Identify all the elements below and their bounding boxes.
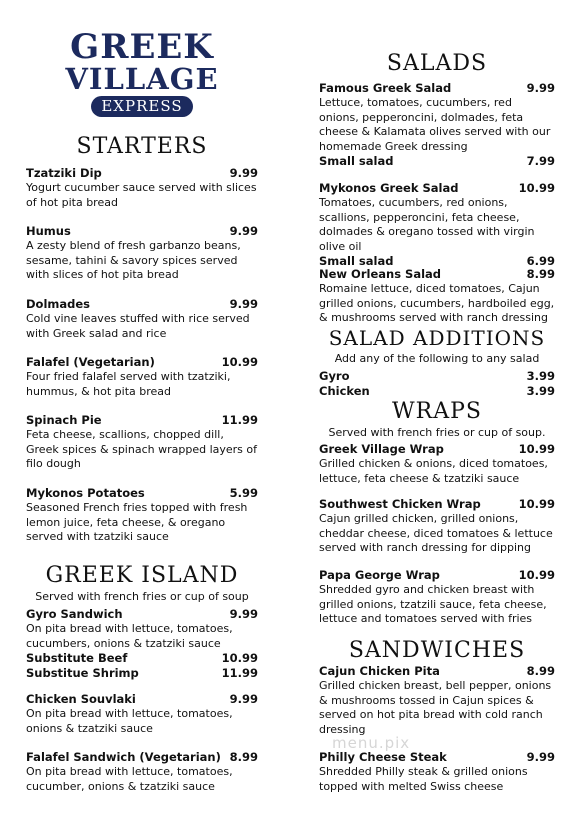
item-price: 8.99	[229, 750, 258, 764]
menu-item	[26, 297, 258, 341]
item-description: Seasoned French fries topped with fresh lemon juice, feta cheese, & oregano served with tzatziki sauce	[26, 501, 248, 543]
item-description: Yogurt cucumber sauce served with slices of hot pita bread	[26, 181, 257, 209]
menu-item	[319, 267, 555, 326]
item-name: Spinach Pie	[26, 413, 102, 427]
menu-item	[319, 442, 555, 486]
item-price: 9.99	[526, 81, 555, 95]
salad-additions-title: SALAD ADDITIONS	[328, 326, 546, 350]
item-name: Philly Cheese Steak	[319, 750, 447, 764]
wraps-section	[319, 399, 555, 440]
item-name: Gyro Sandwich	[26, 607, 123, 621]
small-salad-label: Small salad	[319, 154, 394, 168]
item-price: 8.99	[526, 267, 555, 281]
item-price: 9.99	[229, 607, 258, 621]
item-name: Mykonos Potatoes	[26, 486, 145, 500]
item-name: Chicken Souvlaki	[26, 692, 136, 706]
item-name: Papa George Wrap	[319, 568, 440, 582]
menu-item	[26, 355, 258, 399]
menu-item	[319, 750, 555, 794]
small-salad-label: Small salad	[319, 254, 394, 268]
item-name: Substitue Shrimp	[26, 666, 139, 680]
salads-section	[319, 51, 555, 77]
sandwiches-title: SANDWICHES	[348, 638, 526, 663]
item-name: Cajun Chicken Pita	[319, 664, 440, 678]
menu-item	[26, 486, 258, 545]
item-description: Shredded gyro and chicken breast with grilled onions, tzatzili sauce, feta cheese, lettuce and tomatoes served with fries	[319, 583, 547, 625]
greek-island-section	[26, 563, 258, 604]
item-name: Dolmades	[26, 297, 91, 311]
item-price: 9.99	[526, 750, 555, 764]
wraps-subtitle: Served with french fries or cup of soup.	[328, 426, 546, 439]
item-price: 10.99	[518, 442, 555, 456]
menu-item	[26, 692, 258, 736]
item-description: Lettuce, tomatoes, cucumbers, red onions, pepperoncini, dolmades, feta cheese & Kalamata olives served with our homemade Greek dressing	[319, 96, 551, 153]
greek-island-title: GREEK ISLAND	[45, 563, 239, 588]
item-price: 3.99	[526, 384, 555, 398]
item-description: Romaine lettuce, diced tomatoes, Cajun grilled onions, cucumbers, hardboiled egg, & mushrooms served with ranch dressing	[319, 282, 555, 324]
item-price: 10.99	[221, 651, 258, 665]
list-item	[319, 369, 555, 384]
item-description: Shredded Philly steak & grilled onions topped with melted Swiss cheese	[319, 765, 528, 793]
wraps-title: WRAPS	[392, 399, 482, 424]
menu-item	[26, 413, 258, 472]
item-price: 10.99	[518, 568, 555, 582]
item-price: 11.99	[221, 413, 258, 427]
logo-text-village: VILLAGE	[65, 62, 219, 96]
item-name: Gyro	[319, 369, 350, 383]
menu-item	[26, 750, 258, 794]
item-name: Chicken	[319, 384, 370, 398]
item-price: 9.99	[229, 297, 258, 311]
item-name: Famous Greek Salad	[319, 81, 452, 95]
salad-additions-list	[319, 369, 555, 399]
salad-additions-section	[319, 325, 555, 366]
item-price: 5.99	[229, 486, 258, 500]
menu-item	[319, 81, 555, 169]
item-price: 10.99	[518, 181, 555, 195]
item-description: On pita bread with lettuce, tomatoes, cucumber, onions & tzatziki sauce	[26, 765, 233, 793]
item-name: New Orleans Salad	[319, 267, 442, 281]
menu-item	[26, 607, 258, 681]
sandwiches-section	[319, 638, 555, 664]
item-name: Falafel Sandwich (Vegetarian)	[26, 750, 221, 764]
item-price: 8.99	[526, 664, 555, 678]
item-description: Feta cheese, scallions, chopped dill, Greek spices & spinach wrapped layers of filo dough	[26, 428, 257, 470]
item-description: On pita bread with lettuce, tomatoes, cucumbers, onions & tzatziki sauce	[26, 622, 233, 650]
menu-item	[319, 664, 555, 737]
item-price: 3.99	[526, 369, 555, 383]
item-price: 9.99	[229, 224, 258, 238]
item-description: Cajun grilled chicken, grilled onions, cheddar cheese, diced tomatoes & lettuce served with ranch dressing for dipping	[319, 512, 553, 554]
menu-item	[26, 166, 258, 210]
item-description: Grilled chicken breast, bell pepper, onions & mushrooms tossed in Cajun spices & served on hot pita bread with cold ranch dressing	[319, 679, 552, 736]
item-description: Four fried falafel served with tzatziki, hummus, & hot pita bread	[26, 370, 231, 398]
item-name: Mykonos Greek Salad	[319, 181, 459, 195]
item-name: Tzatziki Dip	[26, 166, 102, 180]
item-price: 11.99	[221, 666, 258, 680]
item-description: Cold vine leaves stuffed with rice served with Greek salad and rice	[26, 312, 250, 340]
greek-island-subtitle: Served with french fries or cup of soup	[35, 590, 249, 603]
menu-item	[319, 568, 555, 627]
item-price: 9.99	[229, 166, 258, 180]
item-price: 9.99	[229, 692, 258, 706]
list-item	[319, 384, 555, 399]
logo-text-greek: GREEK	[70, 27, 214, 67]
item-name: Southwest Chicken Wrap	[319, 497, 481, 511]
item-description: A zesty blend of fresh garbanzo beans, sesame, tahini & savory spices served with slices of hot pita bread	[26, 239, 241, 281]
salads-title: SALADS	[386, 51, 488, 76]
starters-title: STARTERS	[76, 134, 208, 159]
menu-item	[319, 181, 555, 269]
item-description: On pita bread with lettuce, tomatoes, onions & tzatziki sauce	[26, 707, 233, 735]
item-description: Grilled chicken & onions, diced tomatoes, lettuce, feta cheese & tzatziki sauce	[319, 457, 548, 485]
starters-section	[26, 134, 258, 160]
item-name: Greek Village Wrap	[319, 442, 444, 456]
small-salad-price: 7.99	[526, 154, 555, 168]
small-salad-price: 6.99	[526, 254, 555, 268]
item-name: Falafel (Vegetarian)	[26, 355, 155, 369]
item-price: 10.99	[518, 497, 555, 511]
watermark: menu.pix	[332, 734, 411, 752]
item-price: 10.99	[221, 355, 258, 369]
item-name: Substitute Beef	[26, 651, 128, 665]
menu-item	[26, 224, 258, 283]
salad-additions-subtitle: Add any of the following to any salad	[334, 352, 540, 365]
item-description: Tomatoes, cucumbers, red onions, scallions, pepperoncini, feta cheese, dolmades & oregano tossed with virgin olive oil	[319, 196, 535, 253]
item-name: Humus	[26, 224, 71, 238]
logo-badge-express: EXPRESS	[91, 96, 192, 117]
menu-item	[319, 497, 555, 556]
restaurant-logo	[56, 27, 228, 117]
